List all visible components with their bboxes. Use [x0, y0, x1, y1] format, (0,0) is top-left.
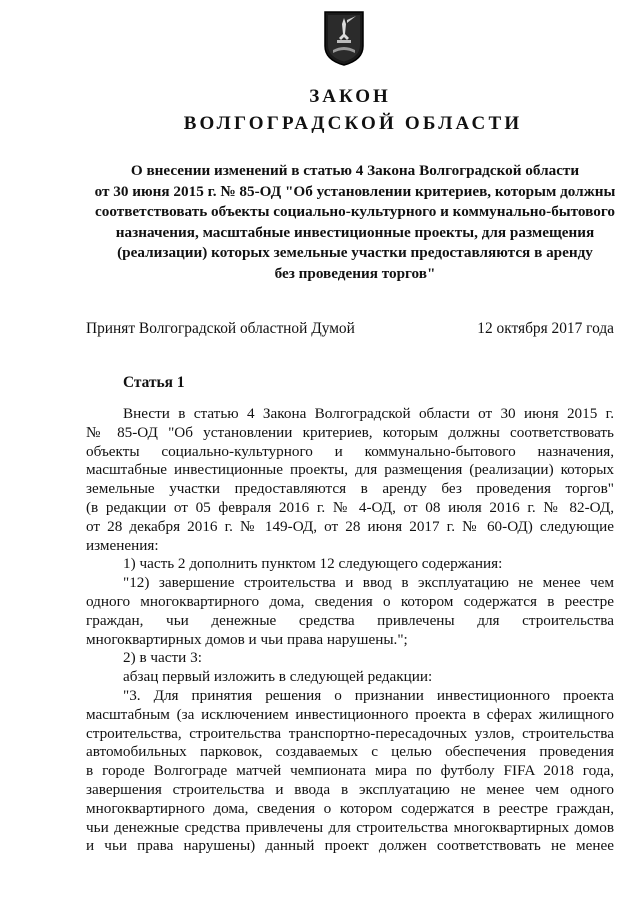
adopted-by: Принят Волгоградской областной Думой: [86, 320, 355, 337]
body-line: масштабные инвестиционные проекты, для размещения (реализации) которых: [86, 461, 614, 479]
subtitle-line: соответствовать объекты социально-культурного и коммунально-бытового: [95, 203, 615, 220]
body-line: земельные участки предоставляются в аренду без проведения торгов": [86, 480, 614, 498]
law-subtitle: [90, 161, 620, 284]
body-line: и чьи права нарушены) данный проект должен соответствовать не менее: [86, 837, 614, 855]
subtitle-line: без проведения торгов": [274, 264, 436, 282]
body-line: объекты социально-культурного и коммунально-бытового назначения,: [86, 442, 614, 460]
subtitle-line: О внесении изменений в статью 4 Закона Волгоградской области: [130, 162, 580, 179]
body-line: "3. Для принятия решения о признании инвестиционного проекта: [123, 686, 614, 704]
body-line: Внести в статью 4 Закона Волгоградской области от 30 июня 2015 г.: [123, 405, 614, 422]
article-heading: Статья 1: [123, 374, 185, 391]
body-line: "12) завершение строительства и ввод в эксплуатацию не менее чем: [123, 574, 614, 592]
body-line: чьи денежные средства привлечены для строительства многоквартирных домов: [86, 818, 614, 836]
body-line: абзац первый изложить в следующей редакции:: [123, 668, 433, 686]
subtitle-line: (реализации) которых земельные участки предоставляются в аренду: [117, 244, 593, 261]
subtitle-line: от 30 июня 2015 г. № 85-ОД "Об установлении критериев, которым должны: [94, 182, 616, 200]
adoption-line: [86, 319, 614, 339]
adoption-date: 12 октября 2017 года: [477, 320, 614, 337]
body-line: в городе Волгограде матчей чемпионата мира по футболу FIFA 2018 года,: [86, 762, 614, 780]
body-line: автомобильных парковок, создаваемых с целью обеспечения проведения: [86, 743, 614, 761]
body-line: завершения строительства и ввода в эксплуатацию не менее чем одного: [86, 780, 614, 798]
body-line: от 28 декабря 2016 г. № 149-ОД, от 28 июня 2017 г. № 60-ОД) следующие: [86, 517, 614, 535]
body-line: № 85-ОД "Об установлении критериев, которым должны соответствовать: [86, 423, 614, 441]
subtitle-line: назначения, масштабные инвестиционные проекты, для размещения: [115, 223, 595, 241]
body-line: изменения:: [86, 536, 159, 554]
body-line: 2) в части 3:: [123, 649, 202, 667]
body-line: (в редакции от 05 февраля 2016 г. № 4-ОД, от 08 июля 2016 г. № 82-ОД,: [86, 498, 614, 516]
body-line: граждан, чьи денежные средства привлечены для строительства: [86, 611, 614, 629]
body-line: одного многоквартирного дома, сведения о котором содержатся в реестре: [86, 592, 614, 610]
body-line: масштабным (за исключением инвестиционного проекта в сферах жилищного: [86, 705, 614, 723]
law-title-line1: ЗАКОН: [309, 86, 391, 107]
body-line: многоквартирного дома, сведения о котором содержатся в реестре граждан,: [86, 799, 614, 817]
body-line: строительства, строительства транспортно-пересадочных узлов, строительства: [86, 724, 614, 742]
body-line: многоквартирных домов и чьи права нарушены.";: [86, 630, 408, 648]
body-line: 1) часть 2 дополнить пунктом 12 следующего содержания:: [123, 555, 503, 573]
law-title-line2: ВОЛГОГРАДСКОЙ ОБЛАСТИ: [183, 113, 523, 134]
article-body: [86, 405, 614, 856]
volgograd-coat-of-arms-icon: [323, 10, 365, 66]
